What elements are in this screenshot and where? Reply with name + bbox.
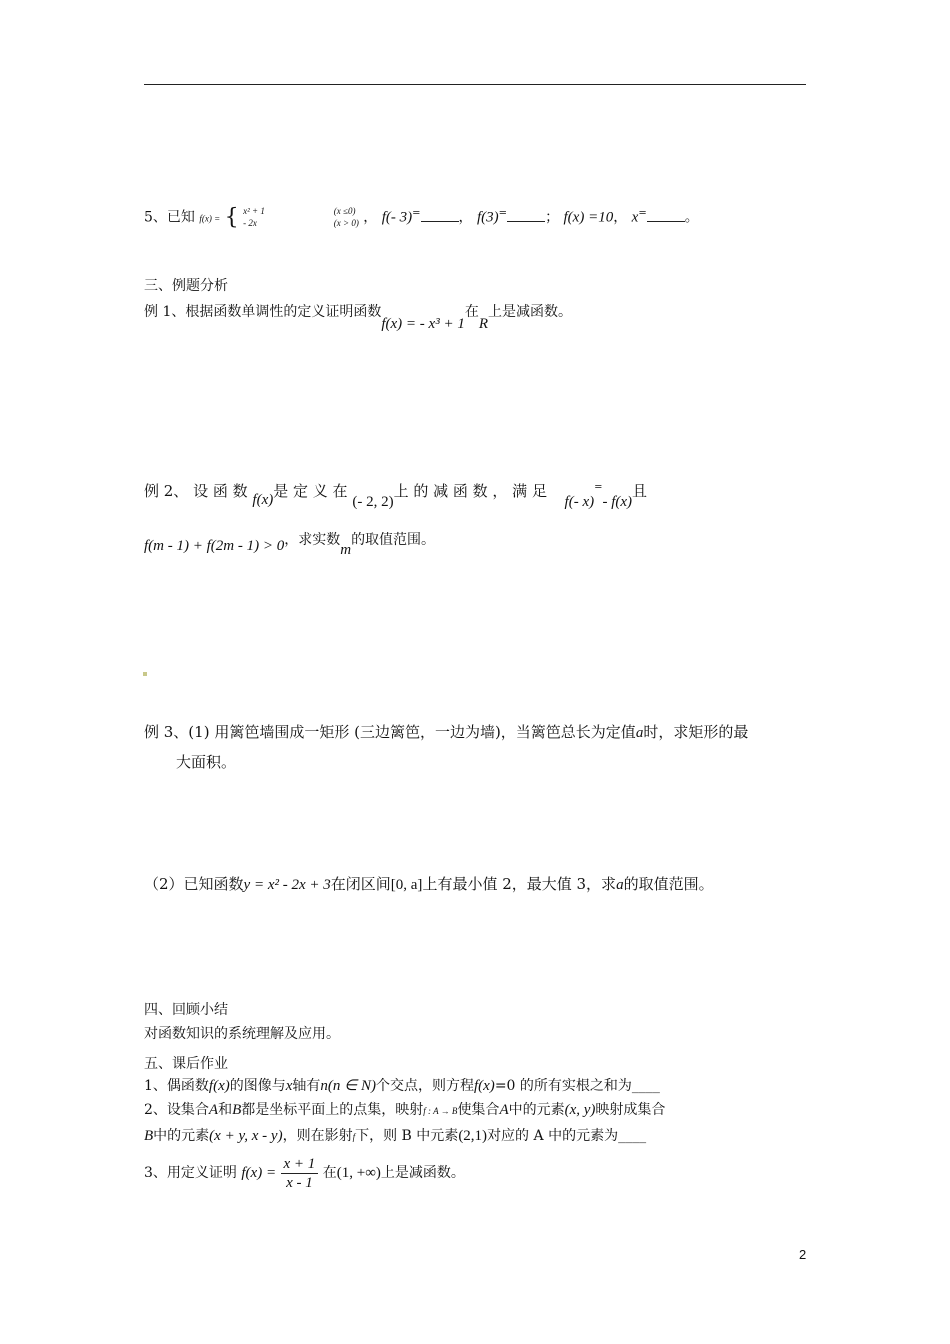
ex3-interval: [0, a] xyxy=(390,877,423,893)
section-3-heading: 三、例题分析 xyxy=(144,278,228,294)
period: 。 xyxy=(684,209,699,226)
homework-2-line-1 xyxy=(144,1100,665,1121)
hw3-denominator: x - 1 xyxy=(286,1174,313,1191)
case-2: - 2x xyxy=(243,217,257,228)
case-1: x² + 1 xyxy=(243,205,265,216)
example-3-line-2: 大面积。 xyxy=(176,753,237,771)
hw2-set-B: B xyxy=(144,1128,154,1144)
hw2-text-h: ，则在影射 xyxy=(282,1128,353,1144)
hw2-set-A: A xyxy=(208,1102,219,1118)
example-3-part-2 xyxy=(144,874,714,895)
hw2-text-g: 中的元素 xyxy=(153,1128,210,1144)
eq-sign: = xyxy=(594,482,603,493)
ex1-text-c: 上是减函数。 xyxy=(488,304,572,320)
hw2-text-b: 和 xyxy=(218,1102,233,1118)
example-2-line-2 xyxy=(144,532,436,558)
hw2-text-e: 中的元素 xyxy=(508,1102,565,1118)
hw2-text-f: 映射成集合 xyxy=(595,1102,666,1118)
hw3-numerator: x + 1 xyxy=(281,1155,319,1174)
ex2-inequality: f(m - 1) + f(2m - 1) > 0 xyxy=(144,538,285,554)
hw3-interval: (1, +∞) xyxy=(336,1165,381,1181)
piecewise-cases xyxy=(243,206,265,230)
hw2-text-i: 下，则 B 中元素 xyxy=(355,1128,459,1144)
piecewise-brace: { xyxy=(224,204,239,230)
ex1-text-b: 在 xyxy=(464,304,479,320)
hw3-fraction xyxy=(281,1155,319,1192)
cond-2: (x > 0) xyxy=(333,217,359,228)
section-5-heading: 五、课后作业 xyxy=(144,1056,228,1072)
hw1-text-e: =0 的所有实根之和为____ xyxy=(494,1078,660,1094)
ex2-text-a: 例 2、 设 函 数 xyxy=(144,482,248,500)
ex3-a: a xyxy=(616,877,624,893)
ex3-p2-text-c: 上有最小值 2，最大值 3，求 xyxy=(422,875,617,893)
hw1-n: n(n ∈ N) xyxy=(320,1078,376,1094)
ex2-interval: (- 2, 2) xyxy=(352,494,394,510)
f-equals-10: f(x) =10 xyxy=(563,209,614,226)
ex3-text-b: 时，求矩形的最 xyxy=(643,723,749,741)
cond-1: (x ≤0) xyxy=(333,205,356,216)
ex3-p2-text-a: （2）已知函数 xyxy=(144,875,244,893)
comma: ， xyxy=(363,209,378,226)
hw2-image: (x + y, x - y) xyxy=(209,1128,283,1144)
ex1-set: R xyxy=(478,316,488,332)
comma: ， xyxy=(613,209,628,226)
answer-blank-2[interactable] xyxy=(507,211,545,222)
stray-mark xyxy=(143,672,147,676)
example-1 xyxy=(144,302,572,332)
homework-2-line-2 xyxy=(144,1126,646,1147)
hw2-text-d: 使集合 xyxy=(457,1102,500,1118)
ex2-m: m xyxy=(340,542,352,558)
answer-blank-1[interactable] xyxy=(421,211,459,222)
q5-label: 5、已知 xyxy=(144,209,195,226)
piecewise-conditions xyxy=(334,206,359,230)
hw1-text-c: 轴有 xyxy=(292,1078,321,1094)
hw1-text-d: 个交点，则方程 xyxy=(375,1078,474,1094)
ex2-text-f: 的取值范围。 xyxy=(351,532,436,548)
hw3-text-b: 在 xyxy=(322,1165,337,1181)
hw3-fx: f(x) = xyxy=(241,1165,277,1181)
page-number: 2 xyxy=(799,1247,807,1262)
semicolon: ； xyxy=(545,209,560,226)
ex2-fx: f(x) xyxy=(252,492,274,508)
f-neg3: f(- 3) xyxy=(381,209,413,226)
q5-fx: f(x) = xyxy=(199,213,221,224)
example-2-line-1 xyxy=(144,478,648,510)
ex2-f-negx: f(- x) xyxy=(564,494,595,510)
ex1-formula: f(x) = - x³ + 1 xyxy=(381,316,465,332)
summary-text: 对函数知识的系统理解及应用。 xyxy=(144,1026,340,1042)
hw1-fx: f(x) xyxy=(208,1078,230,1094)
ex2-text-c: 上 的 减 函 数 ， 满 足 xyxy=(393,482,547,500)
eq-sign: = xyxy=(412,208,421,219)
header-rule xyxy=(144,84,806,85)
answer-blank-3[interactable] xyxy=(647,211,685,222)
hw2-point: (2,1) xyxy=(458,1128,488,1144)
question-5 xyxy=(144,204,699,230)
f-3: f(3) xyxy=(477,209,499,226)
hw1-text-b: 的图像与 xyxy=(229,1078,286,1094)
homework-1 xyxy=(144,1076,660,1096)
hw2-xy: (x, y) xyxy=(564,1102,596,1118)
ex3-function: y = x² - 2x + 3 xyxy=(243,877,331,893)
ex2-text-e: ，求实数 xyxy=(284,532,341,548)
ex2-text-d: 且 xyxy=(632,482,648,500)
hw2-set-B: B xyxy=(232,1102,242,1118)
hw2-text-a: 2、设集合 xyxy=(144,1102,209,1118)
hw2-map: f : A → B xyxy=(423,1106,458,1116)
example-3-line-1 xyxy=(144,722,748,743)
hw3-text-a: 3、用定义证明 xyxy=(144,1165,237,1181)
ex2-text-b: 是 定 义 在 xyxy=(273,482,348,500)
x-var: x xyxy=(631,209,639,226)
hw2-f: f xyxy=(352,1132,356,1142)
hw2-set-A: A xyxy=(499,1102,509,1118)
eq-sign: = xyxy=(498,208,508,219)
ex2-neg-fx: - f(x) xyxy=(602,494,633,510)
hw3-text-c: 上是减函数。 xyxy=(380,1165,465,1181)
hw1-fx: f(x) xyxy=(473,1078,495,1094)
ex3-p2-text-b: 在闭区间 xyxy=(330,875,391,893)
ex3-text-a: 例 3、(1) 用篱笆墙围成一矩形 (三边篱笆，一边为墙)，当篱笆总长为定值 xyxy=(144,723,636,741)
ex3-p2-text-d: 的取值范围。 xyxy=(623,875,714,893)
section-4-heading: 四、回顾小结 xyxy=(144,1002,228,1018)
hw2-text-c: 都是坐标平面上的点集，映射 xyxy=(241,1102,424,1118)
hw1-x: x xyxy=(285,1078,293,1094)
eq-sign: = xyxy=(638,208,647,219)
hw1-text-a: 1、偶函数 xyxy=(144,1078,209,1094)
ex1-text-a: 例 1、根据函数单调性的定义证明函数 xyxy=(144,304,382,320)
hw2-text-j: 对应的 A 中的元素为____ xyxy=(487,1128,647,1144)
homework-3 xyxy=(144,1152,465,1194)
comma: ， xyxy=(458,209,473,226)
ex3-a: a xyxy=(635,725,644,741)
